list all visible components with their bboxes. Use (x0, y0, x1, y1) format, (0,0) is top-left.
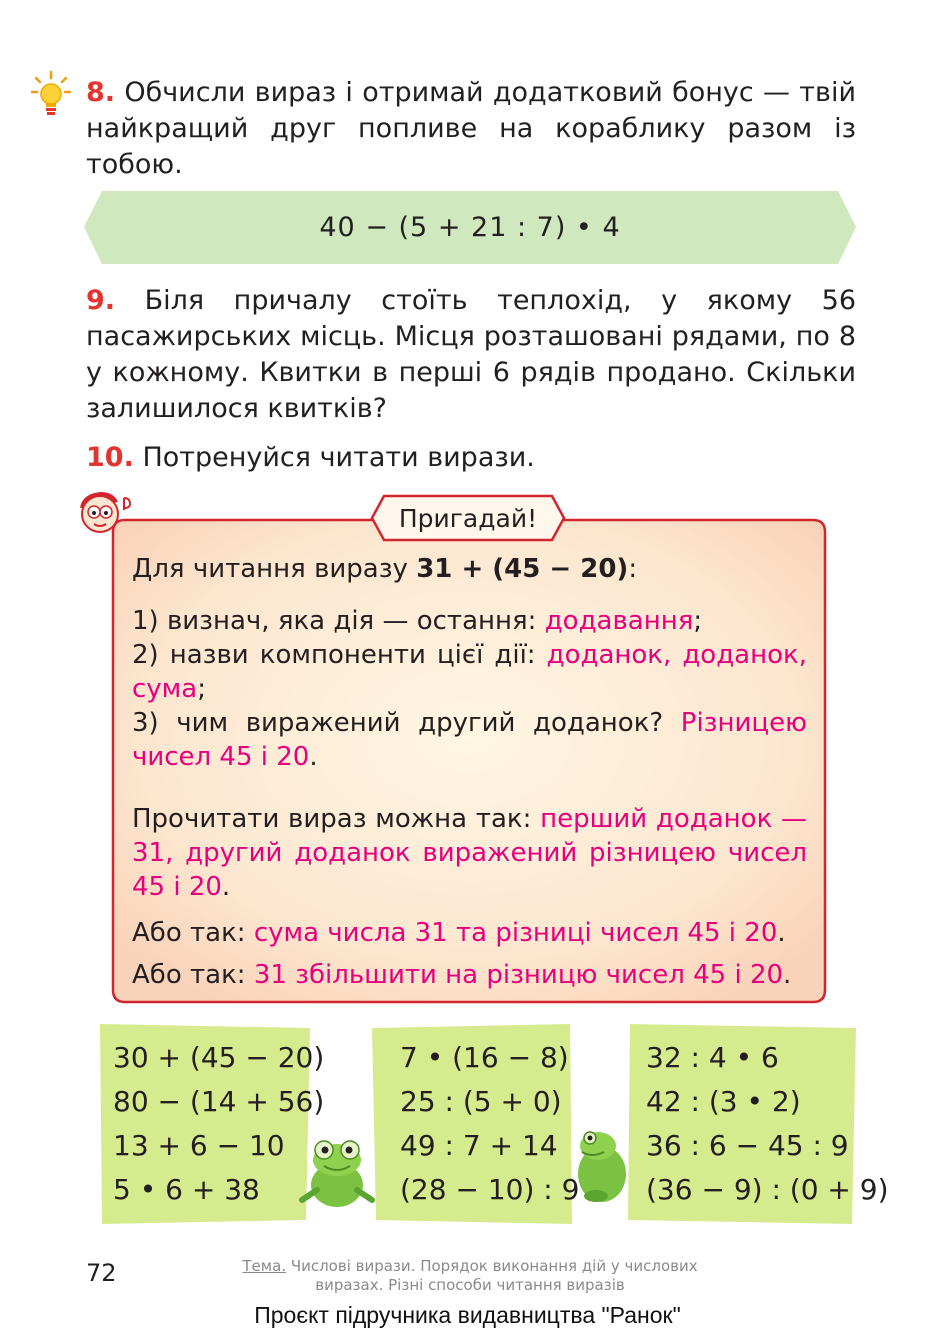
frog-illustration (568, 1122, 638, 1206)
step-3 (132, 706, 807, 774)
step-1-end: ; (693, 606, 703, 636)
or-1-answer: сума числа 31 та різниці чисел 45 і 20 (253, 918, 778, 948)
or-2-end: . (783, 960, 792, 990)
task-10 (86, 440, 856, 476)
task-8 (86, 75, 856, 183)
card-3-line: 32 : 4 • 6 (646, 1041, 779, 1074)
card-3-line: (36 − 9) : (0 + 9) (646, 1173, 889, 1206)
remember-title: Пригадай! (398, 503, 538, 533)
topic-text: Числові вирази. Порядок виконання дій у числових виразах. Різні способи читання виразів (286, 1257, 698, 1294)
or-1-label: Або так: (132, 918, 254, 948)
intro-end: : (628, 554, 638, 584)
remember-steps (132, 604, 807, 774)
card-1-line: 80 − (14 + 56) (113, 1085, 325, 1118)
step-3-answer: Різницею чисел 45 і 20 (132, 708, 807, 772)
card-3-lines (646, 1036, 889, 1212)
step-2 (132, 638, 807, 706)
task-8-text: Обчисли вираз і отримай додатковий бонус — твій найкращий друг попливе на кораблику разом із тобою. (86, 77, 856, 180)
or-1-end: . (777, 918, 786, 948)
card-2-line: (28 − 10) : 9 (400, 1173, 580, 1206)
read-end: . (221, 872, 231, 902)
card-1-line: 5 • 6 + 38 (113, 1173, 260, 1206)
or-2-label: Або так: (132, 960, 254, 990)
card-1-line: 13 + 6 − 10 (113, 1129, 285, 1162)
frog-illustration (292, 1130, 382, 1210)
task-10-number: 10. (86, 442, 134, 473)
footer-topic (240, 1257, 700, 1295)
remember-read (132, 802, 807, 904)
step-3-end: . (309, 742, 318, 772)
step-1-label: 1) визнач, яка дія — остання: (132, 606, 545, 636)
step-3-label: 3) чим виражений другий доданок? (132, 708, 681, 738)
step-2-label: 2) назви компоненти цієї дії: (132, 640, 547, 670)
read-answer: перший доданок — 31, другий доданок виражений різницею чисел 45 і 20 (132, 804, 807, 902)
task-9 (86, 283, 856, 427)
page-number: 72 (86, 1259, 117, 1287)
card-3-line: 36 : 6 − 45 : 9 (646, 1129, 849, 1162)
step-1-answer: додавання (544, 606, 694, 636)
remember-or-2 (132, 958, 807, 992)
remember-or-1 (132, 916, 807, 950)
task-9-text: Біля причалу стоїть теплохід, у якому 56 пасажирських місць. Місця розташовані рядами, по 8 у кожному. Квитки в перші 6 рядів продано. Скільки залишилося квитків? (86, 285, 856, 424)
card-2-line: 49 : 7 + 14 (400, 1129, 558, 1162)
task-8-number: 8. (86, 77, 116, 108)
task-9-number: 9. (86, 285, 116, 316)
step-2-answer: доданок, доданок, сума (132, 640, 807, 704)
step-1 (132, 604, 807, 638)
footer-project: Проєкт підручника видавництва "Ранок" (254, 1302, 681, 1328)
step-2-end: ; (197, 674, 206, 704)
topic-label: Тема. (242, 1257, 287, 1275)
lightbulb-icon (30, 70, 72, 122)
expression-text: 40 − (5 + 21 : 7) • 4 (319, 212, 621, 243)
remember-intro (132, 552, 807, 586)
read-label: Прочитати вираз можна так: (132, 804, 541, 834)
intro-expression: 31 + (45 − 20) (416, 554, 629, 584)
card-3-line: 42 : (3 • 2) (646, 1085, 801, 1118)
task-10-text: Потренуйся читати вирази. (142, 442, 535, 473)
card-2-line: 25 : (5 + 0) (400, 1085, 562, 1118)
intro-text: Для читання виразу (132, 554, 417, 584)
or-2-answer: 31 збільшити на різницю чисел 45 і 20 (253, 960, 784, 990)
boy-face-icon (72, 486, 142, 536)
card-2-line: 7 • (16 − 8) (400, 1041, 569, 1074)
card-1-line: 30 + (45 − 20) (113, 1041, 325, 1074)
card-2-lines (400, 1036, 579, 1212)
